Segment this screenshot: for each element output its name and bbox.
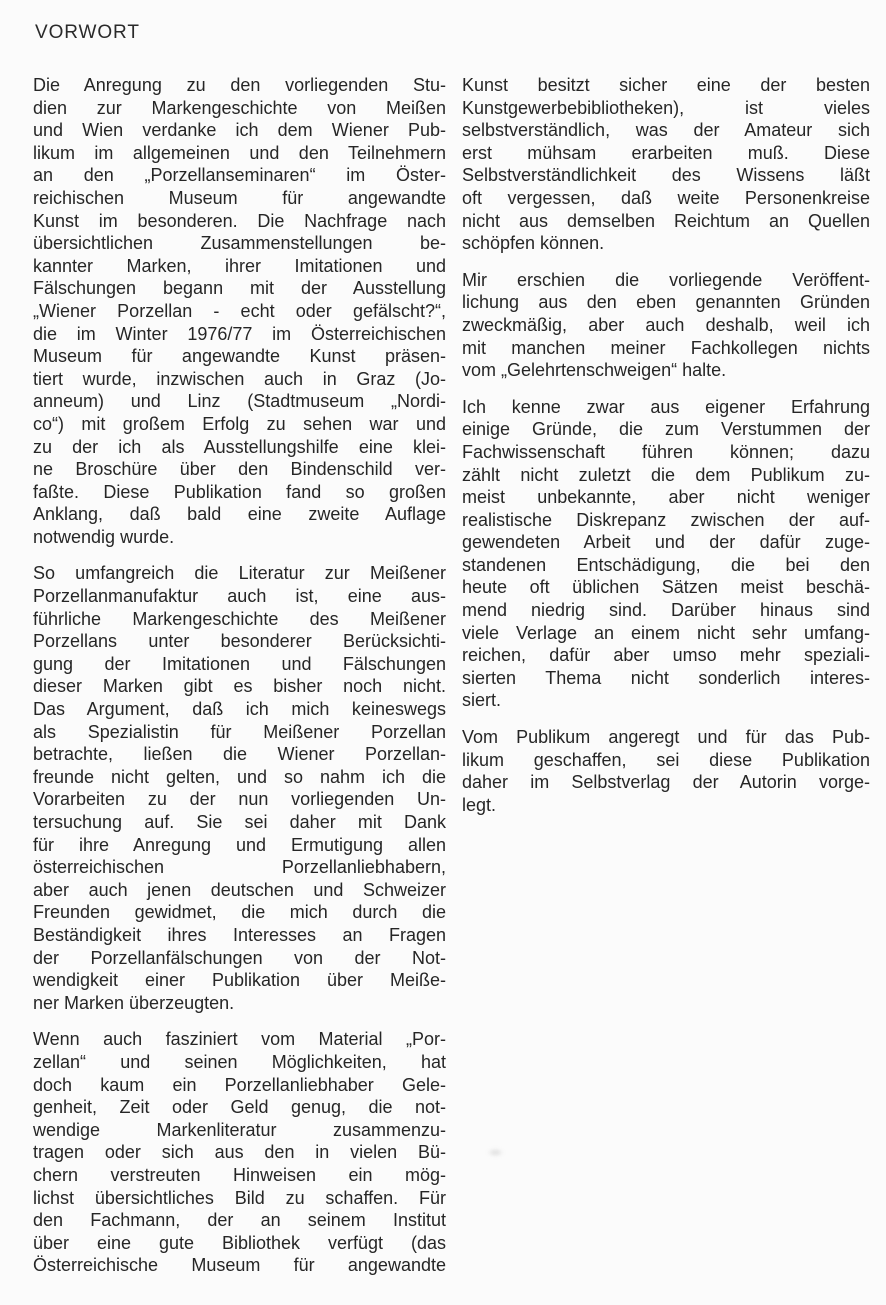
text-line: Ich kenne zwar aus eigener Erfahrung (462, 396, 870, 417)
text-line: über eine gute Bibliothek verfügt (das (33, 1232, 446, 1253)
text-line: nicht aus demselben Reichtum an Quellen (462, 210, 870, 231)
text-line: kannter Marken, ihrer Imitationen und (33, 255, 446, 276)
text-line: heute oft üblichen Sätzen meist beschä- (462, 577, 870, 598)
text-line: Vorarbeiten zu der nun vorliegenden Un- (33, 789, 446, 810)
text-line: Anklang, daß bald eine zweite Auflage (33, 504, 446, 525)
text-line: So umfangreich die Literatur zur Meißener (33, 563, 446, 584)
text-line: einige Gründe, die zum Verstummen der (462, 419, 870, 440)
paragraph (462, 396, 870, 712)
text-line: an den „Porzellanseminaren“ im Öster- (33, 165, 446, 186)
text-line: zweckmäßig, aber auch deshalb, weil ich (462, 314, 870, 335)
text-line: Kunst besitzt sicher eine der besten (462, 75, 870, 95)
text-line: vom „Gelehrtenschweigen“ halte. (462, 360, 727, 381)
text-line: likum im allgemeinen und den Teilnehmern (33, 142, 446, 163)
column-left (33, 74, 446, 1291)
text-line: Fälschungen begann mit der Ausstellung (33, 278, 446, 299)
text-line: führliche Markengeschichte des Meißener (33, 608, 446, 629)
text-line: Porzellanmanufaktur auch ist, eine aus- (33, 586, 446, 607)
text-line: wendige Markenliteratur zusammenzu- (33, 1119, 446, 1140)
text-line: siert. (462, 690, 502, 711)
text-line: Kunstgewerbebibliotheken), ist vieles (462, 97, 870, 118)
text-line: freunde nicht gelten, und so nahm ich die (33, 766, 446, 787)
text-line: schöpfen können. (462, 233, 605, 254)
text-line: legt. (462, 794, 497, 815)
text-line: meist unbekannte, aber nicht weniger (462, 487, 870, 508)
paragraph (33, 562, 446, 1014)
text-line: für ihre Anregung und Ermutigung allen (33, 834, 446, 855)
paragraph (33, 74, 446, 548)
text-line: als Spezialistin für Meißener Porzellan (33, 721, 446, 742)
text-line: übersichtlichen Zusammenstellungen be- (33, 233, 446, 254)
text-line: dien zur Markengeschichte von Meißen (33, 97, 446, 118)
text-line: Österreichische Museum für angewandte (33, 1255, 446, 1276)
text-line: ner Marken überzeugten. (33, 992, 235, 1013)
text-line: mend niedrig sind. Darüber hinaus sind (462, 600, 870, 621)
text-line: Beständigkeit ihres Interesses an Fragen (33, 924, 446, 945)
text-line: lichst übersichtliches Bild zu schaffen. Für (33, 1187, 446, 1208)
text-line: reichen, dafür aber umso mehr speziali- (462, 645, 870, 666)
text-line: daher im Selbstverlag der Autorin vorge- (462, 772, 870, 793)
text-line: gewendeten Arbeit und der dafür zuge- (462, 532, 870, 553)
text-line: notwendig wurde. (33, 526, 175, 547)
text-line: erst mühsam erarbeiten muß. Diese (462, 142, 870, 163)
text-line: tersuchung auf. Sie sei daher mit Dank (33, 812, 446, 832)
text-line: sierten Thema nicht sonderlich interes- (462, 667, 870, 688)
text-line: standenen Entschädigung, die bei den (462, 554, 870, 575)
text-line: doch kaum ein Porzellanliebhaber Gele- (33, 1074, 446, 1095)
text-line: Fachwissenschaft führen können; dazu (462, 441, 870, 462)
text-line: und Wien verdanke ich dem Wiener Pub- (33, 120, 446, 141)
text-line: die im Winter 1976/77 im Österreichischen (33, 323, 446, 344)
paragraph (33, 1028, 446, 1277)
text-line: betrachte, ließen die Wiener Porzellan- (33, 744, 446, 765)
column-right (462, 74, 870, 830)
text-line: viele Verlage an einem nicht sehr umfang- (462, 622, 870, 643)
text-line: tragen oder sich aus den in vielen Bü- (33, 1142, 446, 1163)
text-line: Mir erschien die vorliegende Veröffent- (462, 269, 870, 290)
text-line: genheit, Zeit oder Geld genug, die not- (33, 1097, 446, 1118)
text-line: dieser Marken gibt es bisher noch nicht. (33, 676, 446, 697)
text-line: den Fachmann, der an seinem Institut (33, 1210, 446, 1231)
text-line: likum geschaffen, sei diese Publikation (462, 749, 870, 770)
text-line: ne Broschüre über den Bindenschild ver- (33, 459, 446, 480)
text-line: selbstverständlich, was der Amateur sich (462, 120, 870, 141)
text-line: Die Anregung zu den vorliegenden Stu- (33, 75, 446, 95)
text-line: co“) mit großem Erfolg zu sehen war und (33, 413, 446, 434)
text-line: reichischen Museum für angewandte (33, 187, 446, 208)
text-line: Porzellans unter besonderer Berücksichti- (33, 631, 446, 652)
text-line: „Wiener Porzellan - echt oder gefälscht?“, (33, 300, 446, 321)
text-line: zählt nicht zuletzt die dem Publikum zu- (462, 464, 870, 485)
text-line: aber auch jenen deutschen und Schweizer (33, 879, 446, 900)
page-title: VORWORT (35, 22, 140, 43)
text-line: oft vergessen, daß weite Personenkreise (462, 187, 870, 208)
text-line: wendigkeit einer Publikation über Meiße- (33, 970, 446, 991)
text-line: Wenn auch fasziniert vom Material „Por- (33, 1029, 446, 1050)
text-line: österreichischen Porzellanliebhabern, (33, 857, 446, 878)
text-line: tiert wurde, inzwischen auch in Graz (Jo- (33, 368, 446, 389)
text-line: zellan“ und seinen Möglichkeiten, hat (33, 1051, 446, 1072)
text-line: faßte. Diese Publikation fand so großen (33, 481, 446, 502)
text-line: Vom Publikum angeregt und für das Pub- (462, 727, 870, 748)
text-line: Das Argument, daß ich mich keineswegs (33, 699, 446, 720)
text-line: realistische Diskrepanz zwischen der auf- (462, 509, 870, 530)
text-line: Museum für angewandte Kunst präsen- (33, 346, 446, 367)
text-line: anneum) und Linz (Stadtmuseum „Nordi- (33, 391, 446, 412)
text-line: gung der Imitationen und Fälschungen (33, 653, 446, 674)
scan-smudge-artifact (487, 1148, 504, 1157)
text-line: Freunden gewidmet, die mich durch die (33, 902, 446, 923)
paragraph (462, 74, 870, 255)
text-line: Selbstverständlichkeit des Wissens läßt (462, 165, 870, 186)
text-line: mit manchen meiner Fachkollegen nichts (462, 337, 870, 358)
text-line: lichung aus den eben genannten Gründen (462, 292, 870, 313)
paragraph (462, 726, 870, 816)
text-line: Kunst im besonderen. Die Nachfrage nach (33, 210, 446, 231)
paragraph (462, 269, 870, 382)
text-line: zu der ich als Ausstellungshilfe eine klei- (33, 436, 446, 457)
text-line: chern verstreuten Hinweisen ein mög- (33, 1164, 446, 1185)
text-line: der Porzellanfälschungen von der Not- (33, 947, 446, 968)
